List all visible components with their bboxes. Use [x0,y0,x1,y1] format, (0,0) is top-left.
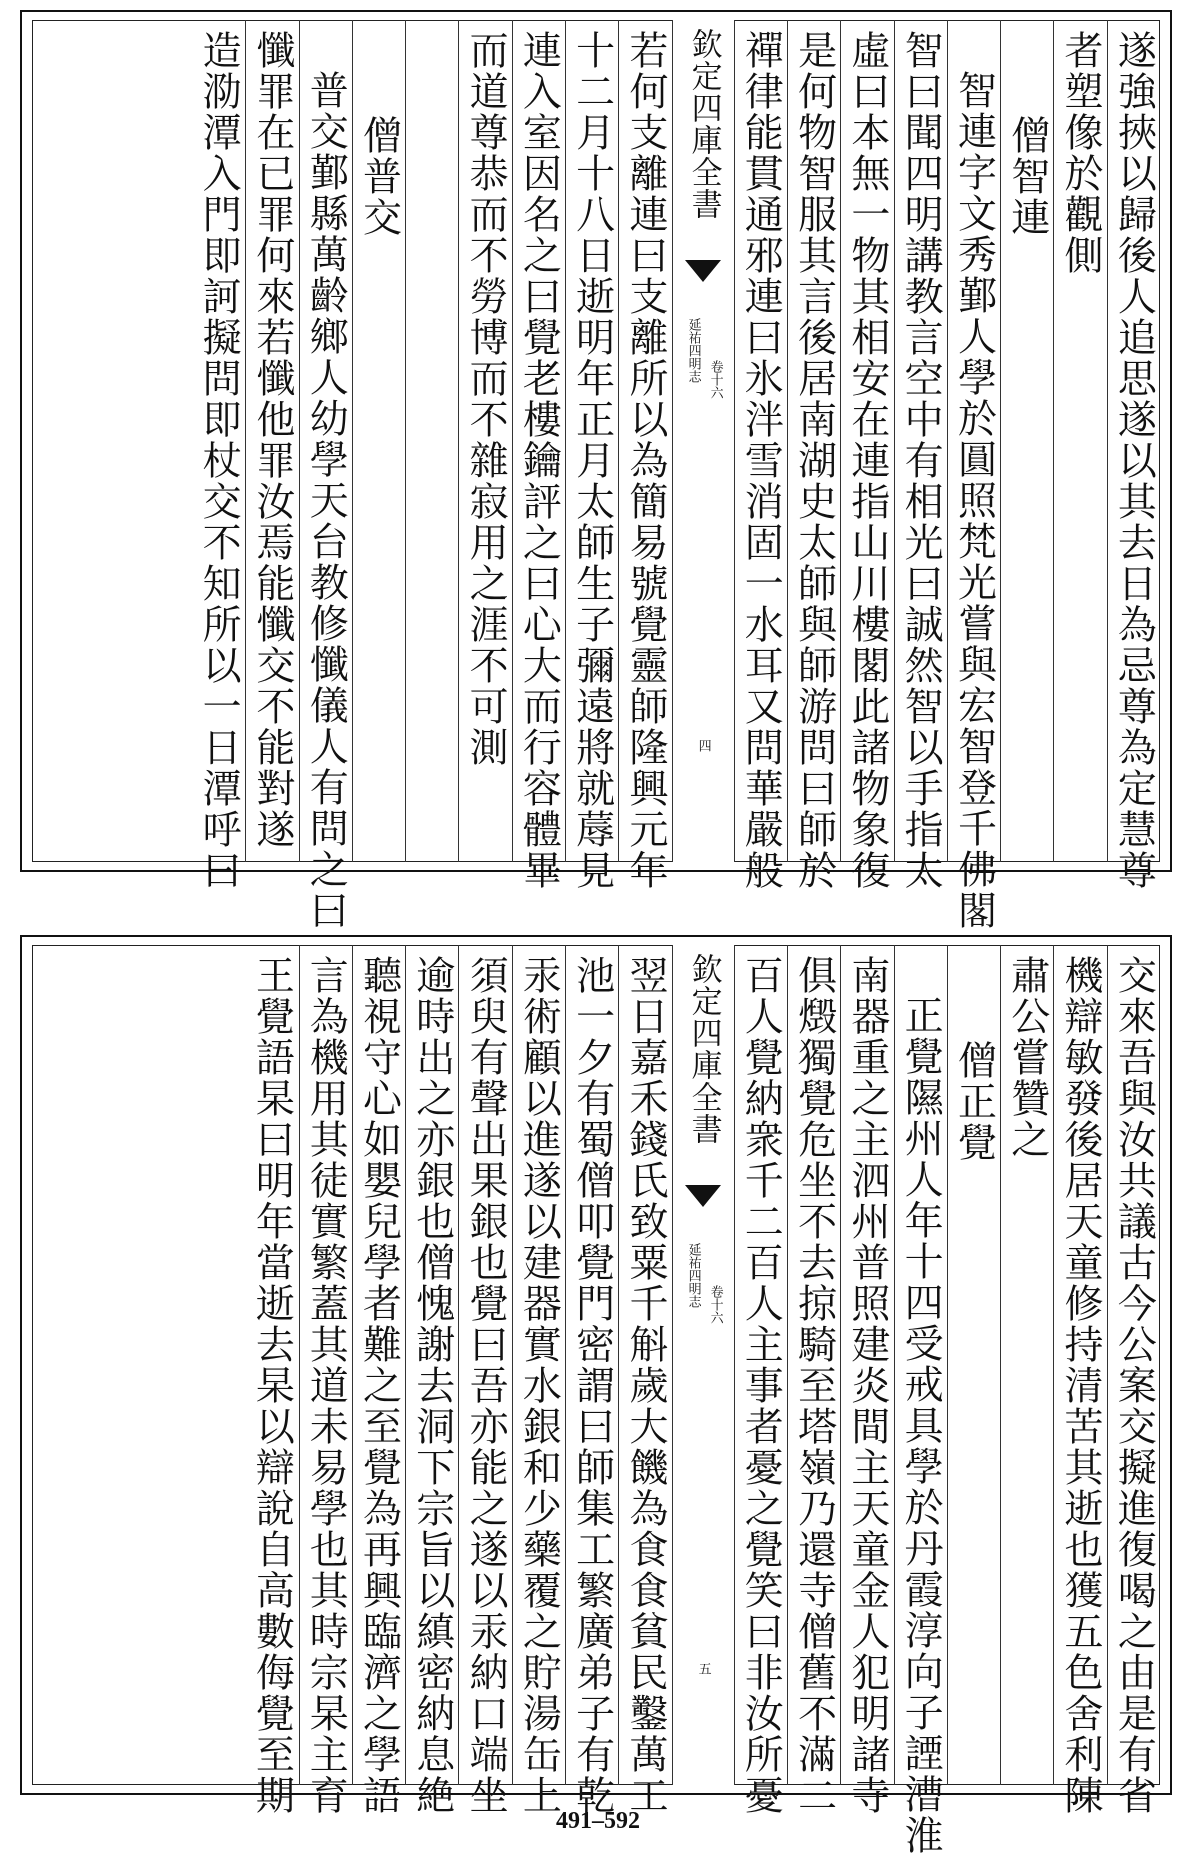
text-column [458,20,511,862]
page-number-footer: 491–592 [556,1808,640,1834]
column-text: 智曰聞四明講教言空中有相光曰誠然智以手指太 [898,30,944,891]
text-column [405,945,458,1816]
column-text: 懺罪在已罪何來若懺他罪汝焉能懺交不能對遂 [249,30,295,850]
text-column [352,945,405,1816]
column-text: 普交鄞縣萬齡鄉人幼學天台教修懺儀人有問之曰 [303,70,349,931]
column-text: 而道尊恭而不勞博而不雜寂用之涯不可測 [463,30,509,768]
center-fold-column [672,945,734,1785]
upper-page-columns [32,20,1160,931]
column-text: 遂強挾以歸後人追思遂以其去日為忌尊為定慧尊 [1111,30,1157,891]
column-text: 翌日嘉禾錢氏致粟千斛歲大饑為食食貧民鑿萬工 [622,955,668,1816]
collection-title: 欽定四庫全書 [685,953,722,1145]
volume-label: 卷十六 [707,360,723,399]
column-text: 者塑像於觀側 [1058,30,1104,276]
text-column [734,20,787,891]
text-column [1000,20,1053,862]
text-column [1107,945,1160,1816]
text-column [947,945,1000,1785]
text-column [1000,945,1053,1785]
section-heading: 僧普交 [356,115,402,238]
volume-label: 卷十六 [707,1285,723,1324]
book-title: 延祐四明志 [685,318,701,383]
section-heading: 僧正覺 [951,1040,997,1163]
column-text: 智連字文秀鄞人學於圓照梵光嘗與宏智登千佛閣 [951,70,997,931]
text-column [192,20,245,891]
text-column [299,20,352,931]
text-column [512,20,565,891]
text-column [618,20,671,891]
column-text: 是何物智服其言後居南湖史太師與師游問曰師於 [791,30,837,891]
text-column [405,20,458,862]
column-text: 虛曰本無一物其相安在連指山川樓閣此諸物象復 [844,30,890,891]
text-column [245,20,298,862]
text-column [947,20,1000,931]
collection-title: 欽定四庫全書 [685,28,722,220]
text-column [840,20,893,891]
column-text: 逾時出之亦銀也僧愧謝去洞下宗旨以縝密納息絶 [409,955,455,1816]
fish-tail-mark [685,260,721,282]
text-column [840,945,893,1816]
column-text: 百人覺納衆千二百人主事者憂之覺笑曰非汝所憂 [738,955,784,1816]
column-text: 交來吾與汝共議古今公案交擬進復喝之由是有省 [1111,955,1157,1816]
section-heading: 僧智連 [1004,115,1050,238]
upper-page [20,10,1172,931]
column-text: 汞術顧以進遂以建器實水銀和少藥覆之貯湯缶上 [516,955,562,1816]
column-text: 十二月十八日逝明年正月太師生子彌遠將就蓐見 [569,30,615,891]
text-column [618,945,671,1816]
text-column [245,945,298,1816]
fish-tail-mark [685,1185,721,1207]
text-column [352,20,405,862]
text-column [734,945,787,1816]
text-column [299,945,352,1816]
column-text: 須臾有聲出果銀也覺曰吾亦能之遂以汞納口端坐 [463,955,509,1816]
text-column [1107,20,1160,891]
text-column [1053,945,1106,1816]
text-column [565,20,618,891]
text-column [787,20,840,891]
column-text: 聽視守心如嬰兒學者難之至覺為再興臨濟之學語 [356,955,402,1816]
text-column [894,20,947,891]
text-column [787,945,840,1816]
text-column [894,945,947,1856]
column-text: 池一夕有蜀僧叩覺門密謂曰師集工繁廣弟子有乾 [569,955,615,1816]
text-column [565,945,618,1816]
book-title: 延祐四明志 [685,1243,701,1308]
column-text: 若何支離連曰支離所以為簡易號覺靈師隆興元年 [622,30,668,891]
leaf-number: 五 [695,1662,711,1675]
text-column [512,945,565,1816]
column-text: 南器重之主泗州普照建炎間主天童金人犯明諸寺 [844,955,890,1816]
column-text: 連入室因名之曰覺老樓鑰評之曰心大而行容體畢 [516,30,562,891]
column-text: 造泐潭入門即訶擬問即杖交不知所以一日潭呼曰 [196,30,242,891]
text-column [458,945,511,1816]
column-text: 王覺語杲曰明年當逝去杲以辯說自高數侮覺至期 [249,955,295,1816]
column-text: 機辯敏發後居天童修持清苦其逝也獲五色舍利陳 [1058,955,1104,1816]
column-text: 言為機用其徒實繁蓋其道未易學也其時宗杲主育 [303,955,349,1816]
leaf-number: 四 [695,739,711,752]
text-column [1053,20,1106,862]
column-text: 俱燬獨覺危坐不去掠騎至塔嶺乃還寺僧舊不滿二 [791,955,837,1816]
column-text: 正覺隰州人年十四受戒具學於丹霞淳向子諲漕淮 [898,995,944,1856]
column-text: 禪律能貫通邪連曰氷泮雪消固一水耳又問華嚴般 [738,30,784,891]
center-fold-column [672,20,734,862]
column-text: 肅公嘗贊之 [1004,955,1050,1160]
